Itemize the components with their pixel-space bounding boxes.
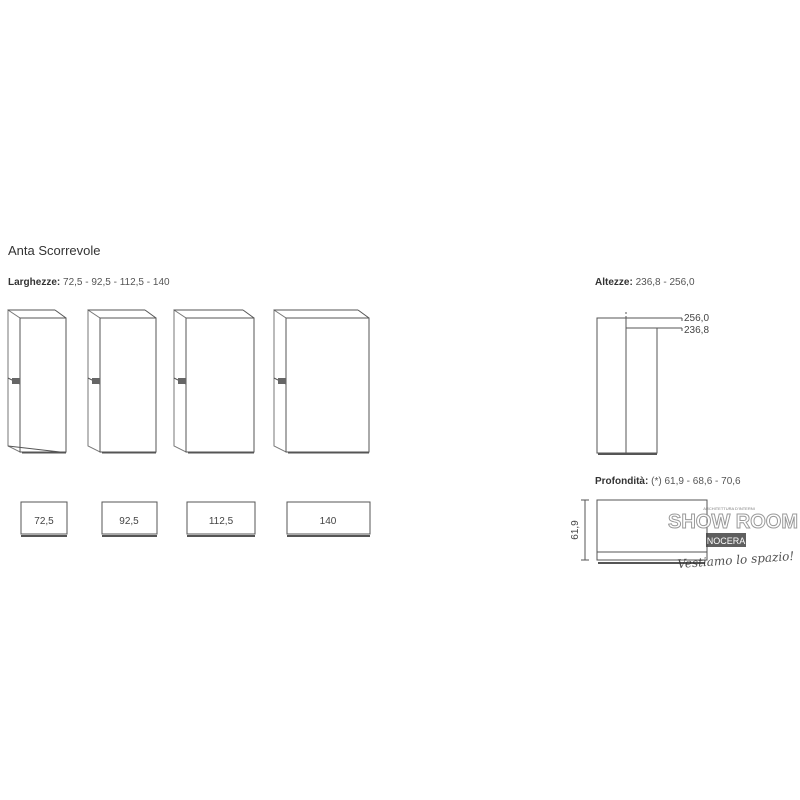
front-view-140	[274, 310, 369, 453]
widths-values: 72,5 - 92,5 - 112,5 - 140	[63, 277, 170, 288]
height-marker-high: 256,0	[684, 313, 710, 324]
plan-label-92-5: 92,5	[119, 516, 139, 527]
plan-label-72-5: 72,5	[34, 516, 54, 527]
watermark-city: NOCERA	[706, 536, 746, 546]
section-title: Anta Scorrevole	[8, 243, 101, 258]
height-marker-low: 236,8	[684, 325, 710, 336]
front-view-112-5	[174, 310, 254, 453]
side-view-heights	[597, 312, 682, 454]
depths-label: Profondità:	[595, 476, 649, 487]
widths-label: Larghezze:	[8, 277, 61, 288]
showroom-watermark	[668, 506, 798, 571]
front-view-72-5	[8, 310, 66, 453]
plan-label-112-5: 112,5	[208, 516, 234, 527]
watermark-brand: SHOW ROOM	[668, 511, 798, 533]
heights-values: 236,8 - 256,0	[635, 277, 695, 288]
heights-label: Altezze:	[595, 277, 633, 288]
plan-label-140: 140	[319, 516, 337, 527]
front-view-92-5	[88, 310, 156, 453]
depth-side-label: 61,9	[570, 520, 581, 540]
watermark-tagline: ARCHITETTURA D'INTERNI	[703, 506, 755, 511]
watermark-slogan: Vestiamo lo spazio!	[676, 548, 795, 572]
depths-values: (*) 61,9 - 68,6 - 70,6	[651, 476, 741, 487]
